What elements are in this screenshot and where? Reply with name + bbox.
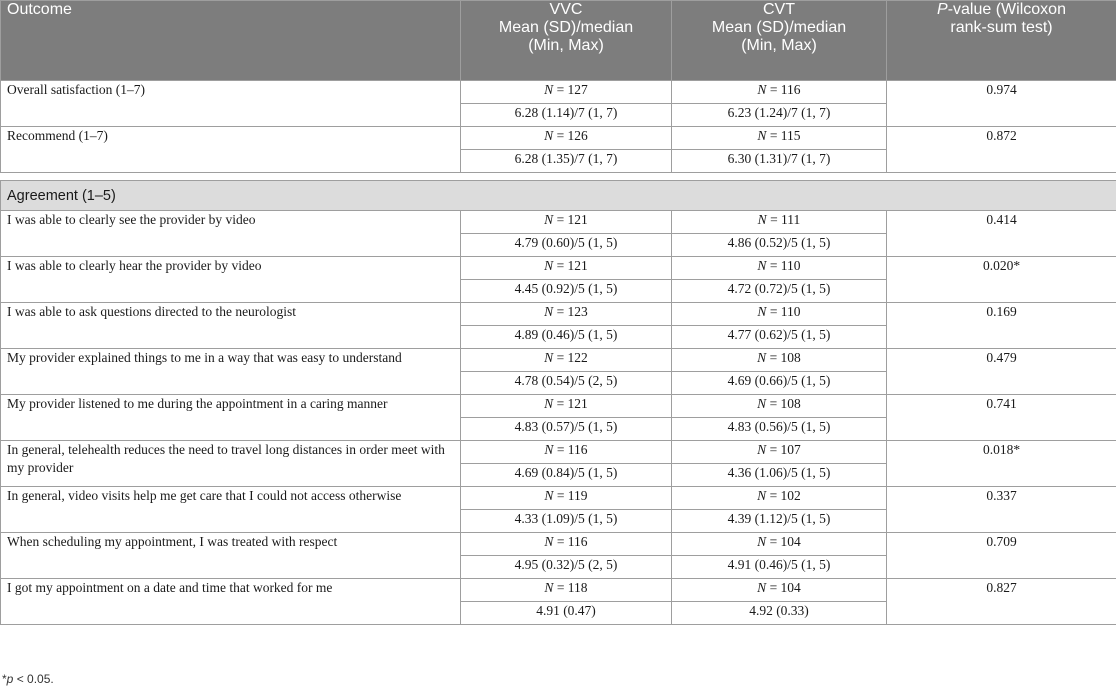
- outcome-label: I got my appointment on a date and time that worked for me: [1, 579, 461, 625]
- p-value-cell: 0.974: [887, 81, 1116, 127]
- stat-cell: 4.69 (0.66)/5 (1, 5): [672, 372, 887, 395]
- n-cell: N = 126: [461, 127, 672, 150]
- p-value-cell: 0.479: [887, 349, 1116, 395]
- stat-cell: 6.23 (1.24)/7 (1, 7): [672, 104, 887, 127]
- header-p-value: P-value (Wilcoxon rank-sum test): [887, 1, 1116, 81]
- stat-cell: 4.78 (0.54)/5 (2, 5): [461, 372, 672, 395]
- stat-cell: 4.69 (0.84)/5 (1, 5): [461, 464, 672, 487]
- outcome-label: When scheduling my appointment, I was treated with respect: [1, 533, 461, 579]
- n-cell: N = 110: [672, 303, 887, 326]
- stat-cell: 4.91 (0.46)/5 (1, 5): [672, 556, 887, 579]
- n-cell: N = 104: [672, 533, 887, 556]
- n-cell: N = 102: [672, 487, 887, 510]
- outcome-label: I was able to ask questions directed to the neurologist: [1, 303, 461, 349]
- n-cell: N = 127: [461, 81, 672, 104]
- table-row: [1, 579, 1116, 602]
- header-outcome: Outcome: [1, 1, 461, 81]
- p-value-cell: 0.709: [887, 533, 1116, 579]
- stat-cell: 4.39 (1.12)/5 (1, 5): [672, 510, 887, 533]
- stat-cell: 6.28 (1.14)/7 (1, 7): [461, 104, 672, 127]
- stat-cell: 6.30 (1.31)/7 (1, 7): [672, 150, 887, 173]
- stat-cell: 4.92 (0.33): [672, 602, 887, 625]
- table-row: [1, 81, 1116, 104]
- table-body: [1, 81, 1116, 625]
- stat-cell: 4.45 (0.92)/5 (1, 5): [461, 280, 672, 303]
- p-value-cell: 0.827: [887, 579, 1116, 625]
- table-row: [1, 211, 1116, 234]
- stat-cell: 4.89 (0.46)/5 (1, 5): [461, 326, 672, 349]
- n-cell: N = 115: [672, 127, 887, 150]
- n-cell: N = 116: [461, 533, 672, 556]
- n-cell: N = 107: [672, 441, 887, 464]
- p-value-cell: 0.872: [887, 127, 1116, 173]
- stat-cell: 4.83 (0.56)/5 (1, 5): [672, 418, 887, 441]
- table-row: [1, 533, 1116, 556]
- header-vvc: VVC Mean (SD)/median (Min, Max): [461, 1, 672, 81]
- table-row: [1, 303, 1116, 326]
- stat-cell: 4.95 (0.32)/5 (2, 5): [461, 556, 672, 579]
- p-value-cell: 0.337: [887, 487, 1116, 533]
- n-cell: N = 121: [461, 395, 672, 418]
- outcome-label: In general, telehealth reduces the need to travel long distances in order meet with my provider: [1, 441, 461, 487]
- outcome-label: In general, video visits help me get care that I could not access otherwise: [1, 487, 461, 533]
- n-cell: N = 111: [672, 211, 887, 234]
- stat-cell: 4.86 (0.52)/5 (1, 5): [672, 234, 887, 257]
- table-row: [1, 487, 1116, 510]
- stat-cell: 4.36 (1.06)/5 (1, 5): [672, 464, 887, 487]
- stat-cell: 4.79 (0.60)/5 (1, 5): [461, 234, 672, 257]
- p-value-cell: 0.414: [887, 211, 1116, 257]
- table-row: [1, 441, 1116, 464]
- outcome-label: I was able to clearly see the provider by video: [1, 211, 461, 257]
- outcome-label: My provider explained things to me in a way that was easy to understand: [1, 349, 461, 395]
- n-cell: N = 116: [461, 441, 672, 464]
- n-cell: N = 118: [461, 579, 672, 602]
- stat-cell: 4.77 (0.62)/5 (1, 5): [672, 326, 887, 349]
- p-value-cell: 0.020*: [887, 257, 1116, 303]
- table-row: [1, 257, 1116, 280]
- section-spacer: [1, 173, 1116, 181]
- footnote: *p < 0.05.: [2, 672, 54, 686]
- n-cell: N = 116: [672, 81, 887, 104]
- stat-cell: 4.83 (0.57)/5 (1, 5): [461, 418, 672, 441]
- n-cell: N = 119: [461, 487, 672, 510]
- outcome-label: I was able to clearly hear the provider by video: [1, 257, 461, 303]
- stat-cell: 6.28 (1.35)/7 (1, 7): [461, 150, 672, 173]
- table-row: [1, 395, 1116, 418]
- header-cvt: CVT Mean (SD)/median (Min, Max): [672, 1, 887, 81]
- table-row: [1, 349, 1116, 372]
- n-cell: N = 108: [672, 395, 887, 418]
- stat-cell: 4.33 (1.09)/5 (1, 5): [461, 510, 672, 533]
- section-label: Agreement (1–5): [1, 181, 1116, 211]
- n-cell: N = 104: [672, 579, 887, 602]
- section-row-agreement: [1, 181, 1116, 211]
- n-cell: N = 110: [672, 257, 887, 280]
- table-row: [1, 127, 1116, 150]
- p-value-cell: 0.741: [887, 395, 1116, 441]
- n-cell: N = 108: [672, 349, 887, 372]
- n-cell: N = 121: [461, 211, 672, 234]
- p-value-cell: 0.169: [887, 303, 1116, 349]
- outcome-label: Recommend (1–7): [1, 127, 461, 173]
- outcome-label: My provider listened to me during the appointment in a caring manner: [1, 395, 461, 441]
- spacer-cell: [1, 173, 1116, 181]
- n-cell: N = 122: [461, 349, 672, 372]
- stat-cell: 4.72 (0.72)/5 (1, 5): [672, 280, 887, 303]
- n-cell: N = 123: [461, 303, 672, 326]
- n-cell: N = 121: [461, 257, 672, 280]
- outcome-label: Overall satisfaction (1–7): [1, 81, 461, 127]
- stat-cell: 4.91 (0.47): [461, 602, 672, 625]
- p-value-cell: 0.018*: [887, 441, 1116, 487]
- header-row: [1, 1, 1116, 81]
